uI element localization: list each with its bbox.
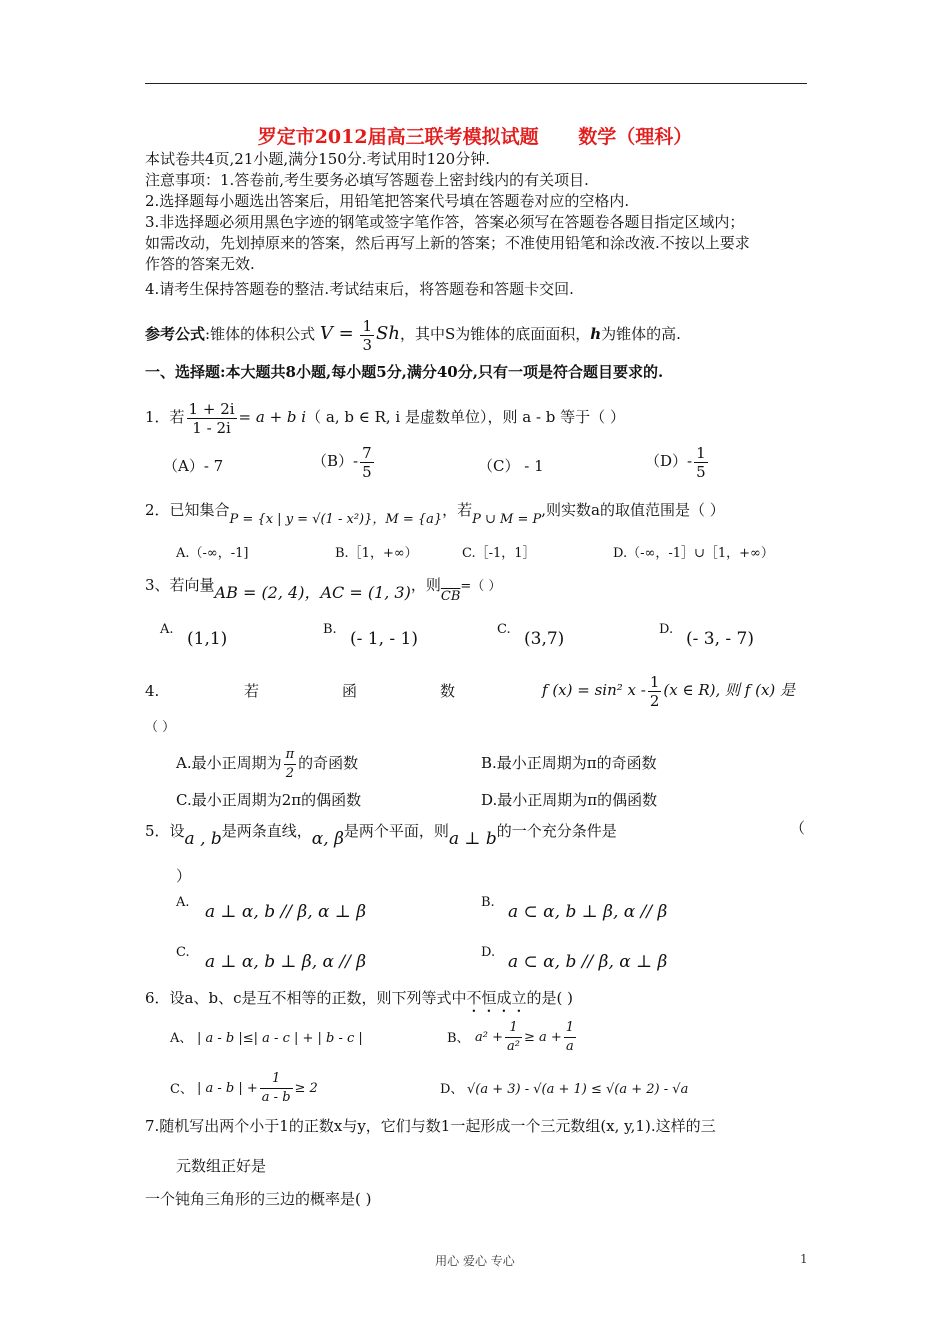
formula-text-3: 为锥体的高. (601, 325, 681, 343)
formula-rhs: Sh (376, 323, 400, 344)
q1-option-d: （D）- $\frac{1}{5}$ (645, 443, 706, 481)
q3-option-d: (- 3, - 7) (686, 629, 754, 649)
q4-paren: （ ） (145, 720, 176, 735)
q4-word-2: 函 (342, 682, 358, 700)
q6-option-c: | a - b | + $\frac{1}{a - b}$ ≥ 2 (197, 1071, 318, 1105)
question-5: 5．设a , b是两条直线，α, β是两个平面，则a ⊥ b的一个充分条件是 (145, 822, 617, 849)
q5-option-d: a ⊂ α, b // β, α ⊥ β (508, 952, 668, 972)
q4-word-3: 数 (440, 682, 456, 700)
q5-option-c: a ⊥ α, b ⊥ β, α // β (205, 952, 367, 972)
q4-option-d: D.最小正周期为π的偶函数 (481, 791, 658, 809)
q2-option-d: D.（-∞，-1］∪［1，+∞） (613, 546, 774, 561)
q2-option-a: A.（-∞，-1] (176, 546, 249, 561)
intro-line-2: 注意事项：1.答卷前,考生要务必填写答题卷上密封线内的有关项目. (145, 171, 589, 189)
q4-number: 4. (145, 682, 160, 700)
question-6: 6．设a、b、c是互不相等的正数，则下列等式中不恒成立的是( ) (145, 989, 573, 1007)
q6-option-b: a² + $\frac{1}{\text{a²}}$ ≥ a + $\frac{1}{a}$ (475, 1020, 575, 1054)
q3-option-a-label: A. (160, 622, 174, 637)
intro-line-1: 本试卷共4页,21小题,满分150分.考试用时120分钟. (145, 150, 490, 168)
q6-option-d: √(a + 3) - √(a + 1) ≤ √(a + 2) - √a (467, 1082, 689, 1097)
intro-line-5: 如需改动，先划掉原来的答案，然后再写上新的答案；不准使用铅笔和涂改液.不按以上要求 (145, 234, 750, 252)
q3-option-d-label: D. (659, 622, 674, 637)
q1-fraction: $\frac{1 + 2i}{1 - 2i}$ (188, 399, 235, 437)
question-1: 1．若 $\frac{1 + 2i}{1 - 2i}$ = a + b i（ a, b ∈ R, i 是虚数单位），则 a - b 等于（ ） (145, 399, 625, 437)
q4-option-b: B.最小正周期为π的奇函数 (481, 754, 657, 772)
q5-option-a: a ⊥ α, b // β, α ⊥ β (205, 902, 367, 922)
q6-option-a: | a - b |≤| a - c | + | b - c | (197, 1031, 363, 1046)
formula-text-2: ，其中S为锥体的底面面积， (399, 325, 591, 343)
intro-line-7: 4.请考生保持答题卷的整洁.考试结束后，将答题卷和答题卡交回. (145, 280, 574, 298)
formula-text-1: :锥体的体积公式 (205, 325, 316, 343)
q5-option-a-label: A. (176, 895, 190, 910)
q3-option-b: (- 1, - 1) (350, 629, 418, 649)
q5-paren-right: ） (176, 867, 192, 885)
question-2: 2．已知集合P = {x | y = √(1 - x²)}，M = {a}，若P ∪ M = P,则实数a的取值范围是（ ） (145, 501, 725, 527)
question-3: 3、若向量AB = (2, 4)，AC = (1, 3)，则$\overline{CB}=$（ ） (145, 576, 502, 604)
q5-paren-left: （ (790, 819, 806, 837)
header-rule (145, 83, 807, 84)
page-number: 1 (800, 1252, 808, 1266)
q3-option-c-label: C. (497, 622, 511, 637)
q6-option-a-label: A、 (170, 1031, 193, 1046)
q1-option-c: （C） - 1 (478, 457, 544, 475)
page-footer: 用心 爱心 专心 (435, 1254, 515, 1268)
formula-lhs: V = (319, 323, 354, 344)
q6-option-c-label: C、 (170, 1082, 193, 1097)
question-7-line-3: 一个钝角三角形的三边的概率是( ) (145, 1190, 372, 1208)
q6-emphasis: 不恒成立 (466, 989, 527, 1007)
q5-option-b-label: B. (481, 895, 495, 910)
question-7-line-1: 7.随机写出两个小于1的正数x与y，它们与数1一起形成一个三元数组(x, y,1).这样的三 (145, 1117, 716, 1135)
q6-option-b-label: B、 (447, 1031, 470, 1046)
intro-line-4: 3.非选择题必须用黑色字迹的钢笔或签字笔作答，答案必须写在答题卷各题目指定区域内； (145, 213, 745, 231)
q5-option-d-label: D. (481, 945, 496, 960)
q5-option-b: a ⊂ α, b ⊥ β, α // β (508, 902, 668, 922)
intro-line-3: 2.选择题每小题选出答案后，用铅笔把答案代号填在答题卷对应的空格内. (145, 192, 630, 210)
q1-option-a: （A）- 7 (163, 457, 224, 475)
formula-label: 参考公式 (145, 325, 206, 343)
q4-option-a: A.最小正周期为 $\frac{\pi}{2}$ 的奇函数 (176, 746, 359, 781)
formula-h: h (590, 325, 602, 343)
q4-option-c: C.最小正周期为2π的偶函数 (176, 791, 362, 809)
q2-option-c: C.［-1，1］ (462, 546, 536, 561)
q4-word-1: 若 (244, 682, 260, 700)
q2-option-b: B.［1，+∞） (335, 546, 418, 561)
intro-line-6: 作答的答案无效. (145, 255, 255, 273)
formula-fraction: $\frac{1}{3}$ (362, 316, 372, 354)
question-7-line-2: 元数组正好是 (176, 1157, 267, 1175)
q1-option-b: （B）- $\frac{7}{5}$ (312, 443, 372, 481)
q3-option-c: (3,7) (524, 629, 565, 649)
q4-function: f (x) = sin² x - $\frac{1}{2}$ (x ∈ R), 则 f (x) 是 (542, 672, 796, 710)
q6-option-d-label: D、 (440, 1082, 464, 1097)
reference-formula (145, 316, 681, 354)
page-title: 罗定市2012届高三联考模拟试题 数学（理科） (257, 126, 693, 148)
q5-option-c-label: C. (176, 945, 190, 960)
q3-option-b-label: B. (323, 622, 337, 637)
q3-option-a: (1,1) (187, 629, 228, 649)
section-heading: 一、选择题:本大题共8小题,每小题5分,满分40分,只有一项是符合题目要求的. (145, 363, 664, 381)
